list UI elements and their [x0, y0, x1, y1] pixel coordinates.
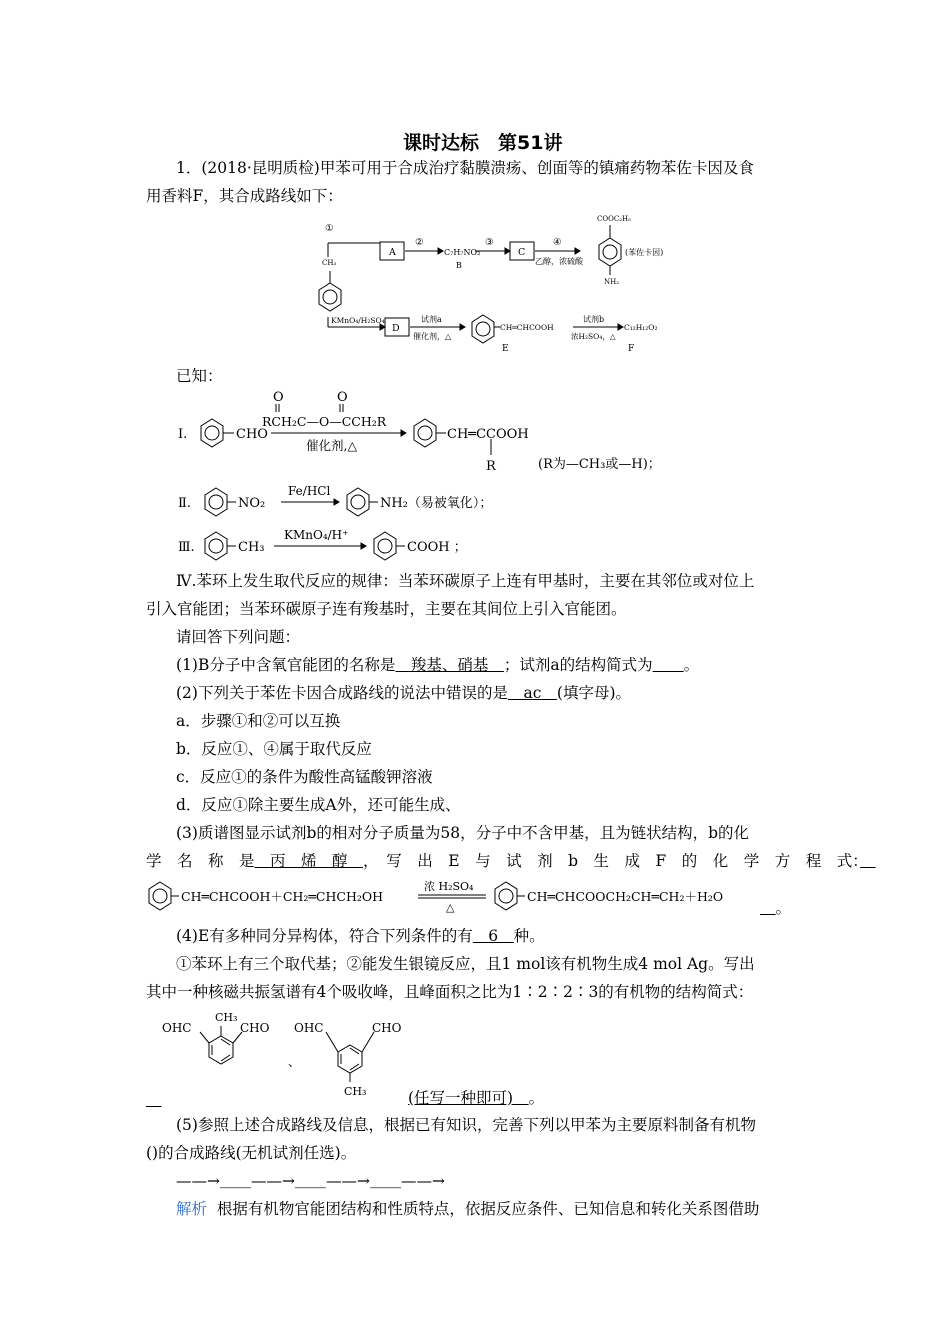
isomer-1-cho: CHO	[240, 1021, 270, 1035]
benzocaine-ring	[599, 238, 621, 266]
methyl-group: CH₃	[322, 259, 337, 267]
equation-end-mark: 。	[775, 899, 792, 917]
known-ii-condition: Fe/HCl	[288, 484, 331, 498]
synthesis-route-diagram	[295, 205, 715, 355]
p2-text-b: (填字母)。	[556, 684, 632, 702]
isomer-1-ring	[209, 1036, 233, 1064]
known-i-r: R	[486, 459, 496, 474]
b-label: B	[456, 261, 462, 270]
p2-text: (2)下列关于苯佐卡因合成路线的说法中错误的是	[176, 684, 508, 702]
known-i-number: Ⅰ.	[178, 427, 188, 442]
p3-answer: 丙 烯 醇	[254, 852, 364, 870]
known-i-product: CH═CCOOH	[447, 427, 529, 442]
questions-intro: 请回答下列问题：	[176, 628, 301, 646]
step-3-label: ③	[485, 237, 494, 248]
step-4-label: ④	[553, 237, 562, 248]
known-i-condition: 催化剂,△	[306, 438, 358, 453]
question-1-part-4-conditions-cont: 其中一种核磁共振氢谱有4个吸收峰，且峰面积之比为1∶2∶2∶3的有机物的结构简式：	[146, 983, 754, 1001]
equation-condition-bottom: △	[446, 901, 455, 914]
question-1-intro: 1．(2018·昆明质检)甲苯可用于合成治疗黏膜溃疡、创面等的镇痛药物苯佐卡因及食	[176, 159, 754, 177]
known-ii-number: Ⅱ.	[178, 496, 191, 511]
f-formula: C₁₂H₁₂O₂	[624, 323, 658, 332]
esterification-equation	[146, 874, 806, 918]
known-iii-condition: KMnO₄/H⁺	[284, 528, 349, 542]
equation-condition-top: 浓 H₂SO₄	[424, 880, 474, 893]
step-2-label: ②	[415, 237, 424, 248]
p3-text: 学 名 称 是	[146, 852, 255, 870]
p4-text-b: 种。	[513, 927, 545, 945]
known-iv-line2: 引入官能团；当苯环碳原子连有羧基时，主要在其间位上引入官能团。	[146, 600, 627, 618]
box-c-label: C	[518, 247, 526, 258]
kmno4-condition: KMnO₄/H₂SO₄	[331, 316, 385, 325]
p3-text-b: ， 写 出 E 与 试 剂 b 生 成 F 的 化 学 方 程 式：	[363, 852, 861, 870]
benzocaine-label: (苯佐卡因)	[625, 248, 664, 257]
question-1-part-4-conditions: ①苯环上有三个取代基；②能发生银镜反应，且1 mol该有机物生成4 mol Ag。写出	[176, 955, 755, 973]
p1-blank	[653, 656, 684, 674]
known-ii-nh2: NH₂（易被氧化）；	[380, 496, 493, 511]
p4-answer: 6	[472, 927, 514, 945]
conc-h2so4-condition: 浓H₂SO₄，△	[571, 332, 616, 341]
known-iv-line1: Ⅳ.苯环上发生取代反应的规律：当苯环碳原子上连有甲基时，主要在其邻位或对位上	[176, 572, 755, 590]
toluene-ring	[319, 283, 341, 311]
known-reaction-ii	[176, 480, 596, 520]
known-iii-cooh: COOH ；	[407, 540, 467, 555]
p2-answer: ac	[507, 684, 557, 702]
e-side-chain: CH═CHCOOH	[500, 323, 554, 332]
analysis-line	[176, 1199, 759, 1219]
p4-text: (4)E有多种同分异构体，符合下列条件的有	[176, 927, 473, 945]
p1-text-b: ；试剂a的结构简式为	[503, 656, 653, 674]
known-iii-ch3: CH₃	[238, 540, 265, 555]
box-a-label: A	[389, 247, 396, 258]
known-ii-no2: NO₂	[238, 496, 266, 511]
isomer-2-cho: CHO	[372, 1021, 402, 1035]
e-label: E	[502, 344, 509, 354]
option-a: a．步骤①和②可以互换	[176, 712, 341, 730]
known-label: 已知：	[176, 367, 223, 385]
analysis-text: 根据有机物官能团结构和性质特点，依据反应条件、已知信息和转化关系图借助	[216, 1200, 760, 1218]
p1-text: (1)B分子中含氧官能团的名称是	[176, 656, 396, 674]
known-i-note: (R为—CH₃或—H)；	[538, 457, 661, 472]
question-1-part-3-cont	[146, 851, 876, 871]
nh2-group: NH₂	[604, 278, 620, 286]
box-d-label: D	[392, 323, 400, 334]
page-title: 课时达标 第51讲	[403, 132, 563, 154]
analysis-label: 解析	[176, 1200, 208, 1218]
option-d: d．反应①除主要生成A外，还可能生成、	[176, 796, 461, 814]
question-1-part-4	[176, 926, 545, 946]
question-1-part-1	[176, 655, 699, 675]
option-c: c．反应①的条件为酸性高锰酸钾溶液	[176, 768, 433, 786]
isomer-separator: 、	[288, 1055, 301, 1069]
known-iii-number: Ⅲ.	[178, 540, 195, 555]
p3-blank	[860, 852, 876, 870]
p1-end: 。	[683, 656, 700, 674]
isomer-2-ohc: OHC	[294, 1021, 324, 1035]
isomer-structures	[160, 1008, 460, 1100]
isomer-2-ring	[338, 1045, 362, 1073]
equation-right: CH═CHCOOCH₂CH═CH₂＋H₂O	[527, 889, 724, 904]
equation-left: CH═CHCOOH＋CH₂═CHCH₂OH	[181, 889, 384, 904]
isomer-1-ohc: OHC	[162, 1021, 192, 1035]
known-i-cho: CHO	[236, 427, 268, 442]
step-4-condition: 乙醇，浓硫酸	[535, 257, 583, 266]
isomer-1-ch3: CH₃	[215, 1011, 238, 1024]
isomer-2-ch3: CH₃	[344, 1085, 367, 1098]
question-1-intro-cont: 用香料F，其合成路线如下：	[146, 187, 343, 205]
question-1-part-3: (3)质谱图显示试剂b的相对分子质量为58，分子中不含甲基，且为链状结构，b的化	[176, 824, 750, 842]
question-1-part-5-cont: ()的合成路线(无机试剂任选)。	[146, 1144, 357, 1162]
step-1-label: ①	[325, 223, 334, 234]
isomer-line-start	[146, 1090, 162, 1110]
known-i-reagent: RCH₂C—O—CCH₂R	[262, 414, 387, 429]
equation-end	[760, 898, 791, 918]
known-i-o1: O	[273, 390, 284, 405]
known-i-o2: O	[337, 390, 348, 405]
known-reaction-iii	[176, 524, 536, 564]
f-label: F	[628, 344, 635, 354]
reagent-b-label: 试剂b	[583, 315, 605, 324]
reagent-a-label: 试剂a	[421, 315, 442, 324]
p1-answer: 羧基、硝基	[395, 656, 504, 674]
option-b: b．反应①、④属于取代反应	[176, 740, 372, 758]
known-reaction-i	[176, 388, 736, 480]
isomer-note: (任写一种即可)	[408, 1089, 514, 1107]
question-1-part-2	[176, 683, 631, 703]
e-ring	[472, 315, 494, 343]
b-formula: C₇H₇NO₂	[444, 248, 481, 257]
isomer-end: 。	[528, 1089, 545, 1107]
cooc2h5-group: COOC₂H₅	[597, 215, 631, 223]
isomer-note-line	[408, 1088, 544, 1108]
catalyst-heat-condition: 催化剂，△	[413, 332, 452, 341]
question-1-part-5: (5)参照上述合成路线及信息，根据已有知识，完善下列以甲苯为主要原料制备有机物	[176, 1116, 756, 1134]
synthesis-route-blanks: ——→＿＿——→＿＿——→＿＿——→	[176, 1172, 445, 1190]
